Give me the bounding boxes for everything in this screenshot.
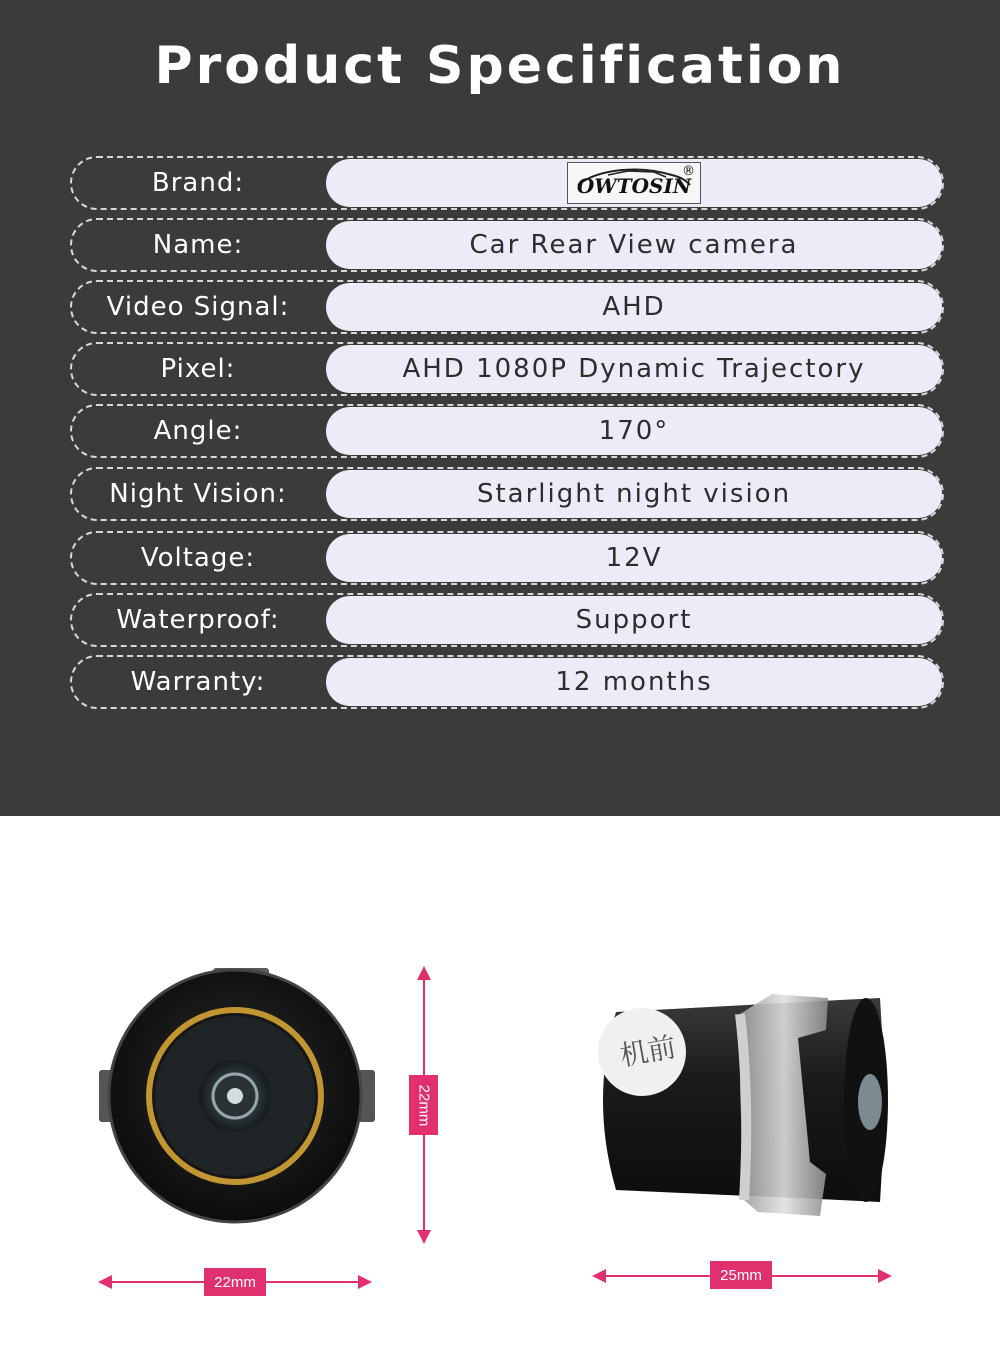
spec-label-waterproof: Waterproof: bbox=[116, 605, 280, 635]
registered-mark: ® bbox=[682, 164, 697, 179]
camera-side-photo bbox=[590, 990, 910, 1240]
spec-label-brand: Brand: bbox=[151, 168, 245, 198]
side-length-dimension-label: 25mm bbox=[710, 1261, 772, 1289]
spec-value-box-name bbox=[326, 221, 942, 269]
spec-value-warranty: 12 months bbox=[555, 667, 713, 697]
spec-row-night-vision bbox=[70, 467, 944, 521]
front-width-dimension-label: 22mm bbox=[204, 1268, 266, 1296]
height-dimension-tag bbox=[409, 1075, 438, 1135]
spec-value-video-signal: AHD bbox=[602, 292, 666, 322]
height-dimension-label: 22mm bbox=[415, 1084, 432, 1126]
spec-value-night-vision: Starlight night vision bbox=[476, 479, 792, 509]
spec-label-angle: Angle: bbox=[153, 416, 243, 446]
spec-row-pixel bbox=[70, 342, 944, 396]
spec-label-warranty: Warranty: bbox=[130, 667, 266, 697]
spec-row-warranty bbox=[70, 655, 944, 709]
spec-value-waterproof: Support bbox=[575, 605, 693, 635]
spec-value-box-warranty bbox=[326, 658, 942, 706]
spec-value-box-voltage bbox=[326, 534, 942, 582]
spec-row-waterproof bbox=[70, 593, 944, 647]
spec-value-angle: 170° bbox=[598, 416, 670, 446]
spec-value-name: Car Rear View camera bbox=[469, 230, 799, 260]
spec-label-night-vision: Night Vision: bbox=[109, 479, 287, 509]
brand-logo bbox=[567, 162, 701, 204]
camera-front-photo bbox=[95, 960, 385, 1240]
spec-row-voltage bbox=[70, 531, 944, 585]
spec-value-brand bbox=[326, 159, 942, 207]
page-title: Product Specification bbox=[154, 36, 846, 96]
spec-label-pixel: Pixel: bbox=[160, 354, 236, 384]
spec-label-voltage: Voltage: bbox=[140, 543, 256, 573]
spec-value-box-waterproof bbox=[326, 596, 942, 644]
spec-value-voltage: 12V bbox=[605, 543, 663, 573]
spec-row-video-signal bbox=[70, 280, 944, 334]
spec-value-box-pixel bbox=[326, 345, 942, 393]
spec-label-video-signal: Video Signal: bbox=[106, 292, 290, 322]
side-sticker-text: 机前 bbox=[617, 1030, 679, 1073]
brand-logo-text: OWTOSIN bbox=[576, 174, 692, 198]
spec-value-box-angle bbox=[326, 407, 942, 455]
spec-row-angle bbox=[70, 404, 944, 458]
spec-row-name bbox=[70, 218, 944, 272]
spec-value-box-video-signal bbox=[326, 283, 942, 331]
spec-row-brand bbox=[70, 156, 944, 210]
spec-label-name: Name: bbox=[152, 230, 244, 260]
spec-value-box-night-vision bbox=[326, 470, 942, 518]
spec-value-pixel: AHD 1080P Dynamic Trajectory bbox=[402, 354, 866, 384]
